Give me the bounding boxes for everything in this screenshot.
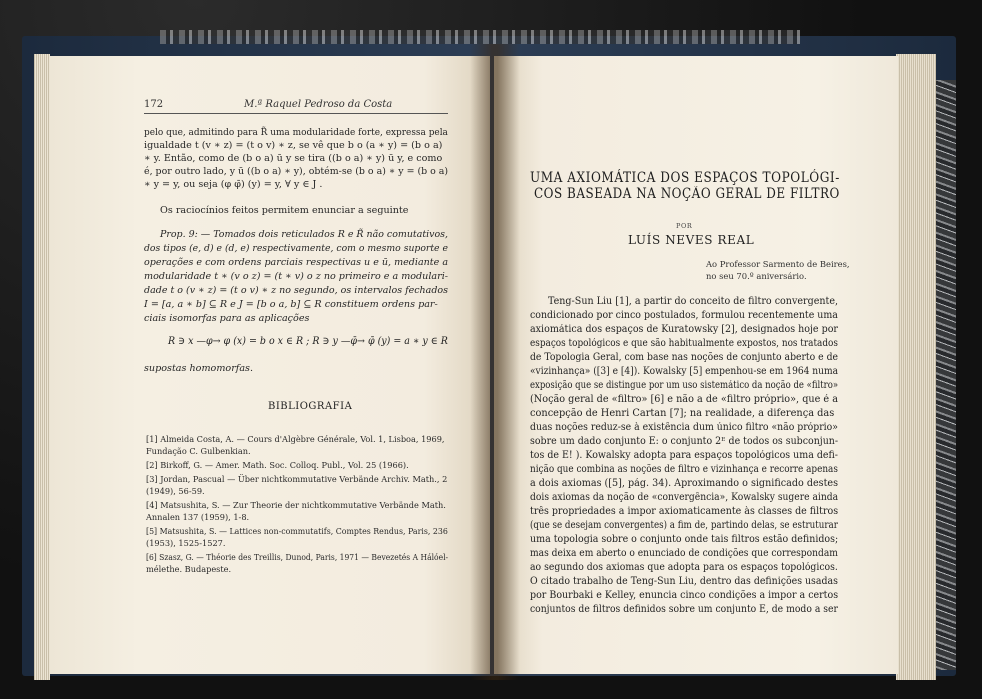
text-line: pelo que, admitindo para R̃ uma modularidade forte, expressa pela [144,127,448,138]
dedication-line2: no seu 70.º aniversário. [706,271,807,281]
bibliography-entry: (1949), 56-59. [146,486,205,496]
mapping-formula: R ∋ x —φ→ φ (x) = b o x ∈ R ; R ∋ y —φ̄→ φ̄ (y) = a ∗ y ∈ R [168,336,448,347]
bibliography-heading: BIBLIOGRAFIA [268,401,353,412]
intro-sentence: Os raciocínios feitos permitem enunciar a seguinte [160,205,409,216]
bibliography-entry: [3] Jordan, Pascual — Über nichtkommutative Verbände Archiv. Math., 2 [146,474,448,484]
text-line: dois axiomas da noção de «convergência», Kowalsky sugere ainda [530,492,839,503]
text-line: é, por outro lado, y ū ((b o a) ∗ y), obtém-se (b o a) ∗ y = (b o a) [144,166,449,177]
text-line: exposição que se distingue por um uso sistemático da noção de «filtro» [530,380,839,391]
bibliography-entry: Fundação C. Gulbenkian. [146,446,251,456]
text-line: uma topologia sobre o conjunto onde tais filtros estão definidos; [530,534,839,545]
byline-por: POR [676,222,693,230]
text-line: «vizinhança» ([3] e [4]). Kowalsky [5] empenhou-se em 1964 numa [530,366,839,377]
article-title-line1: UMA AXIOMÁTICA DOS ESPAÇOS TOPOLÓGI- [530,170,840,186]
text-line: sobre um dado conjunto E: o conjunto 2ᴱ de todos os subconjun- [530,436,839,447]
bibliography-entry: mélethe. Budapeste. [146,564,232,574]
text-line: duas noções reduz-se à existência dum único filtro «não próprio» [530,422,838,433]
running-head: M.ª Raquel Pedroso da Costa [244,99,393,110]
text-line: mas deixa em aberto o enunciado de condições que correspondam [530,548,838,559]
text-line: condicionado por cinco postulados, formulou recentemente uma [530,310,838,321]
text-line: operações e com ordens parciais respectivas u e ū, mediante a [144,257,449,268]
text-line: a dois axiomas ([5], pág. 34). Aproximando o significado destes [530,478,839,489]
page-number: 172 [144,99,164,110]
text-line: conjuntos de filtros definidos sobre um conjunto E, de modo a ser [530,604,838,615]
text-line: Teng-Sun Liu [1], a partir do conceito de filtro convergente, [548,296,839,307]
page-edges-right [896,54,936,680]
text-line: nição que combina as noções de filtro e vizinhança e recorre apenas [530,464,838,475]
dedication-line1: Ao Professor Sarmento de Beires, [706,259,850,269]
text-line: dos tipos (e, d) e (d, e) respectivamente, com o mesmo suporte e [144,243,448,254]
bibliography-entry: [5] Matsushita, S. — Lattices non-commutatifs, Comptes Rendus, Paris, 236 [146,526,448,536]
article-title-line2: COS BASEADA NA NOÇÃO GERAL DE FILTRO [534,186,840,202]
text-line: modularidade t ∗ (v o z) = (t ∗ v) o z no primeiro e a modulari- [144,271,449,282]
text-line: ao segundo dos axiomas que adopta para os espaços topológicos. [530,562,838,573]
header-rule [144,113,448,114]
page-edges-left [34,54,50,680]
text-line: de Topologia Geral, com base nas noções de conjunto aberto e de [530,352,839,363]
text-line: igualdade t (v ∗ z) = (t o v) ∗ z, se vê que b o (a ∗ y) = (b o a) [144,140,443,151]
text-line: espaços topológicos e que são habitualmente expostos, nos tratados [530,338,838,349]
text-line: três propriedades a impor axiomaticamente às classes de filtros [530,506,839,517]
text-line: ciais isomorfas para as aplicações [144,313,310,324]
text-line: (Noção geral de «filtro» [6] e não a de «filtro próprio», que é a [530,394,839,405]
bibliography-entry: [2] Birkoff, G. — Amer. Math. Soc. Colloq. Publ., Vol. 25 (1966). [146,460,409,470]
cover-marbled-edge [160,30,800,44]
bibliography-entry: Annalen 137 (1959), 1-8. [146,512,250,522]
text-line: dade t o (v ∗ z) = (t o v) ∗ z no segundo, os intervalos fechados [144,285,449,296]
text-line: por Bourbaki e Kelley, enuncia cinco condições a impor a certos [530,590,839,601]
formula-caption: supostas homomorfas. [144,363,254,374]
text-line: tos de E! ). Kowalsky adopta para espaços topológicos uma defi- [530,450,839,461]
text-line: ∗ y. Então, como de (b o a) ū y se tira ((b o a) ∗ y) ū y, e como [144,153,443,164]
text-line: concepção de Henri Cartan [7]; na realidade, a diferença das [530,408,835,419]
text-line: I = [a, a ∗ b] ⊆ R e J = [b o a, b] ⊆ R constituem ordens par- [144,299,438,310]
text-line: axiomática dos espaços de Kuratowsky [2], designados hoje por [530,324,838,335]
bibliography-entry: (1953), 1525-1527. [146,538,226,548]
author-name: LUÍS NEVES REAL [628,233,755,247]
bibliography-entry: [1] Almeida Costa, A. — Cours d'Algèbre Générale, Vol. 1, Lisboa, 1969, [146,434,445,444]
text-line: O citado trabalho de Teng-Sun Liu, dentro das definições usadas [530,576,838,587]
text-line: ∗ y = y, ou seja (φ φ̄) (y) = y, ∀ y ∈ J . [144,179,323,190]
text-line: (que se desejam convergentes) a fim de, partindo delas, se estruturar [530,520,838,531]
book-spine [470,44,520,680]
text-line: Prop. 9: — Tomados dois reticulados R e R̃ não comutativos, [160,229,449,240]
bibliography-entry: [4] Matsushita, S. — Zur Theorie der nichtkommutative Verbände Math. [146,500,446,510]
bibliography-entry: [6] Szasz, G. — Théorie des Treillis, Dunod, Paris, 1971 — Bevezetés A Hálóel- [146,552,449,562]
